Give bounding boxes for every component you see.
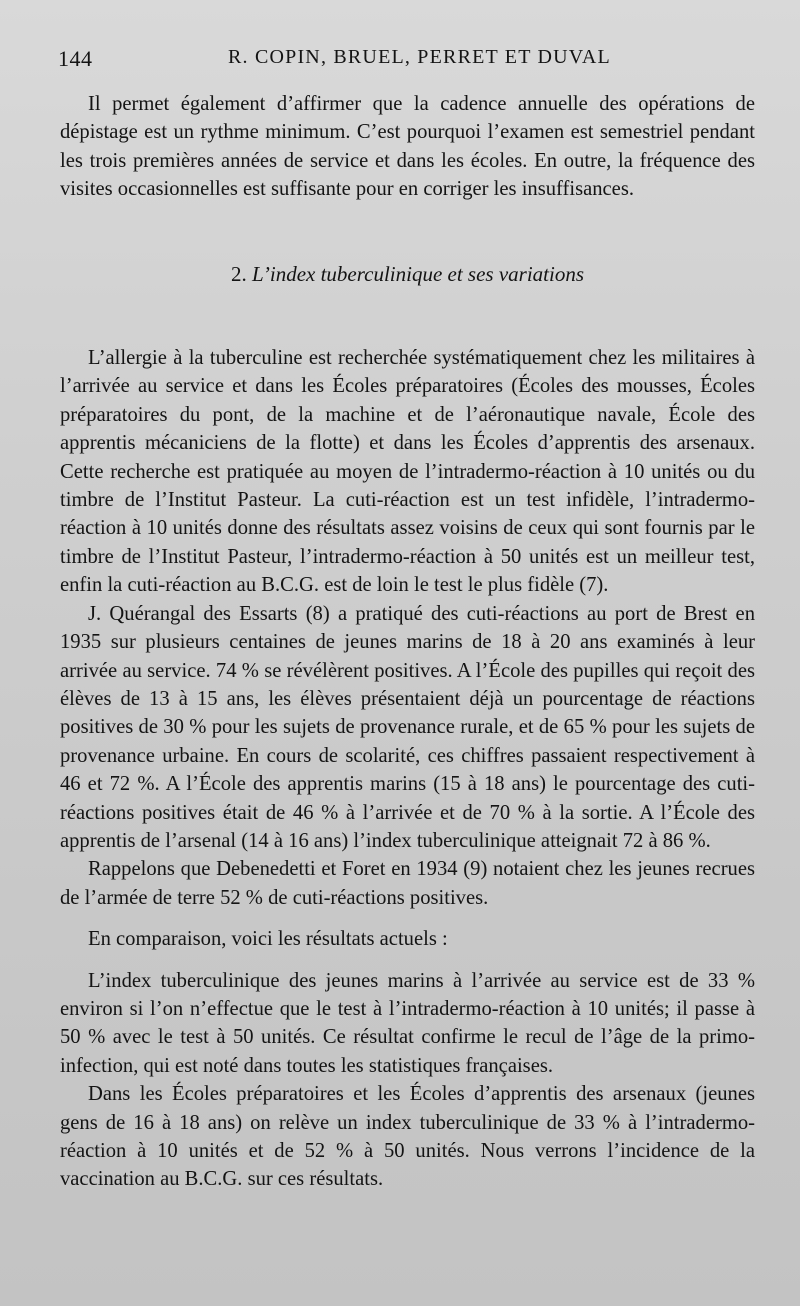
section-heading	[60, 260, 755, 288]
page-header	[58, 46, 758, 76]
body-text	[60, 90, 755, 1194]
paragraph-comparison: En comparaison, voici les résultats actuels :	[88, 928, 448, 951]
paragraph-schools-index: Dans les Écoles préparatoires et les Écoles d’apprentis des arsenaux (jeunes gens de 16 à 18 ans) on relève un index tuberculinique de 33 % à l’intradermo-réaction à 10 unités et de 52 % à 50 unités. Nous verrons l’incidence de la vaccination au B.C.G. sur ces résultats.	[60, 1083, 755, 1191]
section-number: 2.	[230, 261, 247, 286]
running-head: R. COPIN, BRUEL, PERRET ET DUVAL	[228, 46, 611, 68]
paragraph-allergy: L’allergie à la tuberculine est recherchée systématiquement chez les militaires à l’arrivée au service et dans les Écoles préparatoires (Écoles des mousses, Écoles préparatoires du pont, de la machine et de l’aéronautique navale, École des apprentis mécaniciens de la flotte) et dans les Écoles d’apprentis des arsenaux. Cette recherche est pratiquée au moyen de l’intradermo-réaction à 10 unités ou du timbre de l’Institut Pasteur. La cuti-réaction est un test infidèle, l’intradermo-réaction à 10 unités donne des résultats assez voisins de ceux qui sont fournis par le timbre de l’Institut Pasteur, l’intradermo-réaction à 50 unités est un meilleur test, enfin la cuti-réaction au B.C.G. est de loin le test le plus fidèle (7).	[60, 347, 755, 597]
paragraph-cadence: Il permet également d’affirmer que la cadence annuelle des opérations de dépistage est un rythme minimum. C’est pourquoi l’examen est semestriel pendant les trois premières années de service et dans les écoles. En outre, la fréquence des visites occasionnelles est suffisante pour en corriger les insuffisances.	[60, 93, 755, 201]
page-number: 144	[58, 46, 93, 71]
paragraph-querangal: J. Quérangal des Essarts (8) a pratiqué des cuti-réactions au port de Brest en 1935 sur plusieurs centaines de jeunes marins de 18 à 20 ans examinés à leur arrivée au service. 74 % se révélèrent positives. A l’École des pupilles qui reçoit des élèves de 13 à 15 ans, les élèves présentaient déjà un pourcentage de réactions positives de 30 % pour les sujets de provenance rurale, et de 65 % pour les sujets de provenance urbaine. En cours de scolarité, ces chiffres passaient respectivement à 46 et 72 %. A l’École des apprentis marins (15 à 18 ans) le pourcentage des cuti-réactions positives était de 46 % à l’arrivée et de 70 % à la sortie. A l’École des apprentis de l’arsenal (14 à 16 ans) l’index tuberculinique atteignait 72 à 86 %.	[60, 602, 755, 852]
section-title: L’index tuberculinique et ses variations	[251, 261, 585, 286]
paragraph-debenedetti: Rappelons que Debenedetti et Foret en 1934 (9) notaient chez les jeunes recrues de l’armée de terre 52 % de cuti-réactions positives.	[60, 858, 755, 909]
paragraph-current-index: L’index tuberculinique des jeunes marins à l’arrivée au service est de 33 % environ si l’on n’effectue que le test à l’intradermo-réaction à 10 unités; il passe à 50 % avec le test à 50 unités. Ce résultat confirme le recul de l’âge de la primo-infection, qui est noté dans toutes les statistiques françaises.	[60, 969, 755, 1077]
